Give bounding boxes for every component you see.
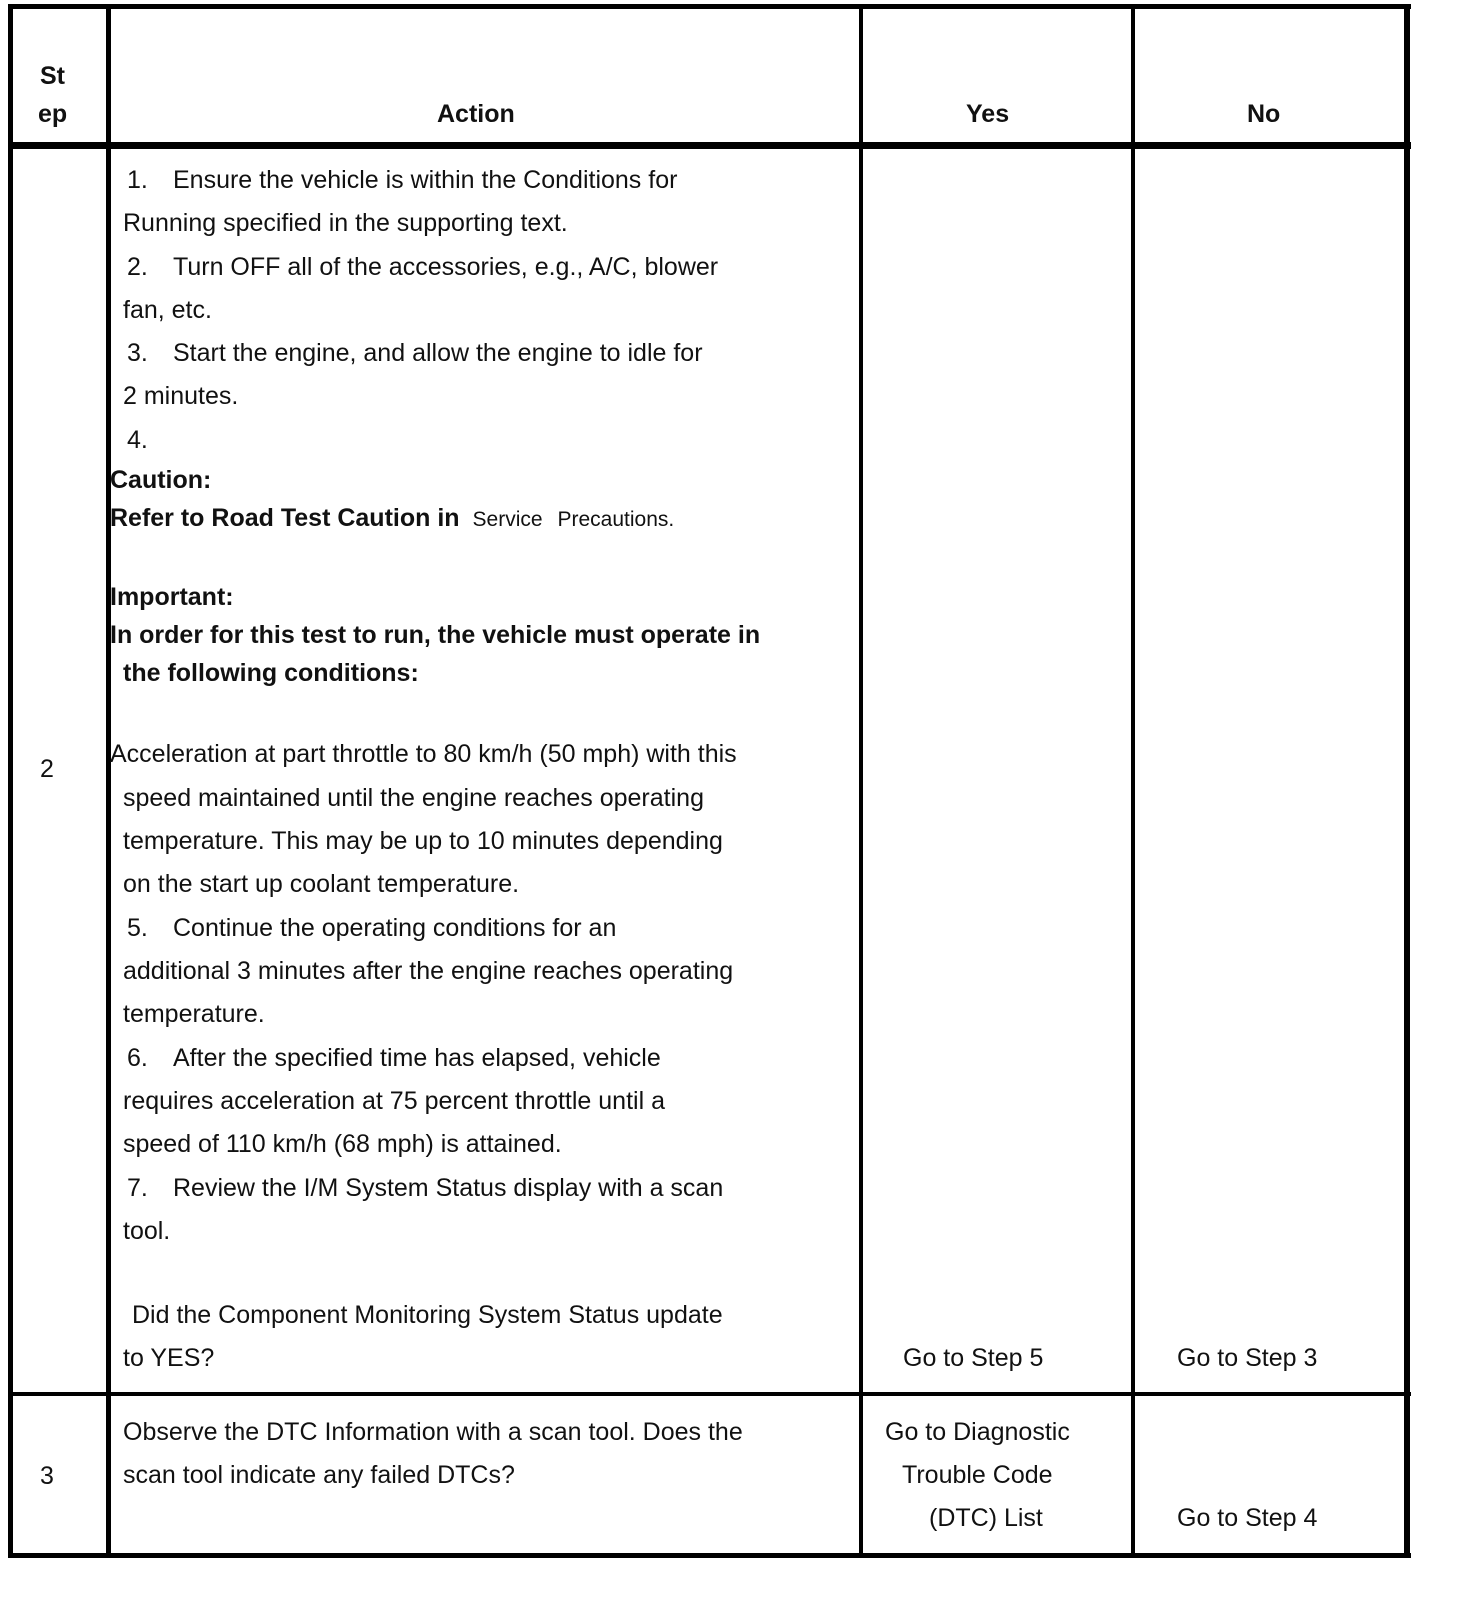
row2-question-line2: to YES? [123,1344,215,1372]
row2-bottom-border [8,1392,1411,1396]
caution-label: Caution: [110,466,212,494]
row2-yes-link[interactable]: Go to Step 5 [903,1344,1044,1372]
row2-item7-line2: tool. [123,1217,171,1245]
header-yes: Yes [966,100,1010,128]
row2-item1 [127,166,677,195]
row3-yes-line1: Go to Diagnostic [885,1418,1070,1446]
item-number: 7. [127,1174,148,1202]
item-text: Start the engine, and allow the engine to idle for [173,339,703,367]
row2-item6-line2: requires acceleration at 75 percent throttle until a [123,1087,665,1115]
row3-yes-line2: Trouble Code [902,1461,1053,1489]
accel-line2: speed maintained until the engine reaches operating [123,784,704,812]
yes-no-divider [1131,4,1135,1558]
header-step-line2: ep [38,100,68,128]
item-number: 1. [127,166,148,194]
caution-text: Refer to Road Test Caution in [110,504,460,532]
row3-action-line1: Observe the DTC Information with a scan tool. Does the [123,1418,743,1446]
row3-action-line2: scan tool indicate any failed DTCs? [123,1461,515,1489]
row2-item4 [127,426,173,455]
accel-line4: on the start up coolant temperature. [123,870,520,898]
caution-ref-service: Service [472,508,543,531]
row2-item6-line3: speed of 110 km/h (68 mph) is attained. [123,1130,562,1158]
important-line2: the following conditions: [123,659,419,687]
row3-step-number: 3 [40,1462,54,1490]
row2-item7 [127,1174,723,1203]
row2-item5 [127,914,616,943]
item-number: 2. [127,253,148,281]
header-action: Action [437,100,515,128]
important-line1: In order for this test to run, the vehicle must operate in [110,621,761,649]
step-action-divider [106,4,111,1558]
item-number: 4. [127,426,148,454]
row2-item6 [127,1044,661,1073]
row3-yes-line3: (DTC) List [929,1504,1043,1532]
table-left-border [8,4,13,1558]
row2-item1-cont: Running specified in the supporting text. [123,209,568,237]
row2-question-line1: Did the Component Monitoring System Status update [132,1301,723,1329]
row2-step-number: 2 [40,755,54,783]
row2-item5-line2: additional 3 minutes after the engine reaches operating [123,957,734,985]
row2-item2-cont: fan, etc. [123,296,212,324]
item-text: Review the I/M System Status display with a scan [173,1174,724,1202]
caution-ref-precautions: Precautions. [557,508,675,531]
item-number: 5. [127,914,148,942]
item-text: Turn OFF all of the accessories, e.g., A/C, blower [173,253,719,281]
item-number: 6. [127,1044,148,1072]
item-number: 3. [127,339,148,367]
item-text: After the specified time has elapsed, vehicle [173,1044,661,1072]
row3-no-link[interactable]: Go to Step 4 [1177,1504,1318,1532]
row2-item5-line3: temperature. [123,1000,265,1028]
item-text: Ensure the vehicle is within the Conditions for [173,166,678,194]
row2-item3-cont: 2 minutes. [123,382,239,410]
header-bottom-border [8,142,1411,149]
action-yes-divider [859,4,863,1558]
header-step-line1: St [40,62,65,90]
table-bottom-border [8,1553,1411,1558]
row2-no-link[interactable]: Go to Step 3 [1177,1344,1318,1372]
header-no: No [1247,100,1281,128]
accel-line3: temperature. This may be up to 10 minutes depending [123,827,723,855]
row2-item2 [127,253,718,282]
caution-line [110,504,674,533]
item-text: Continue the operating conditions for an [173,914,617,942]
row2-item3 [127,339,703,368]
accel-line1: Acceleration at part throttle to 80 km/h (50 mph) with this [110,740,737,768]
table-top-border [8,4,1411,9]
important-label: Important: [110,583,234,611]
table-right-border [1404,4,1410,1558]
